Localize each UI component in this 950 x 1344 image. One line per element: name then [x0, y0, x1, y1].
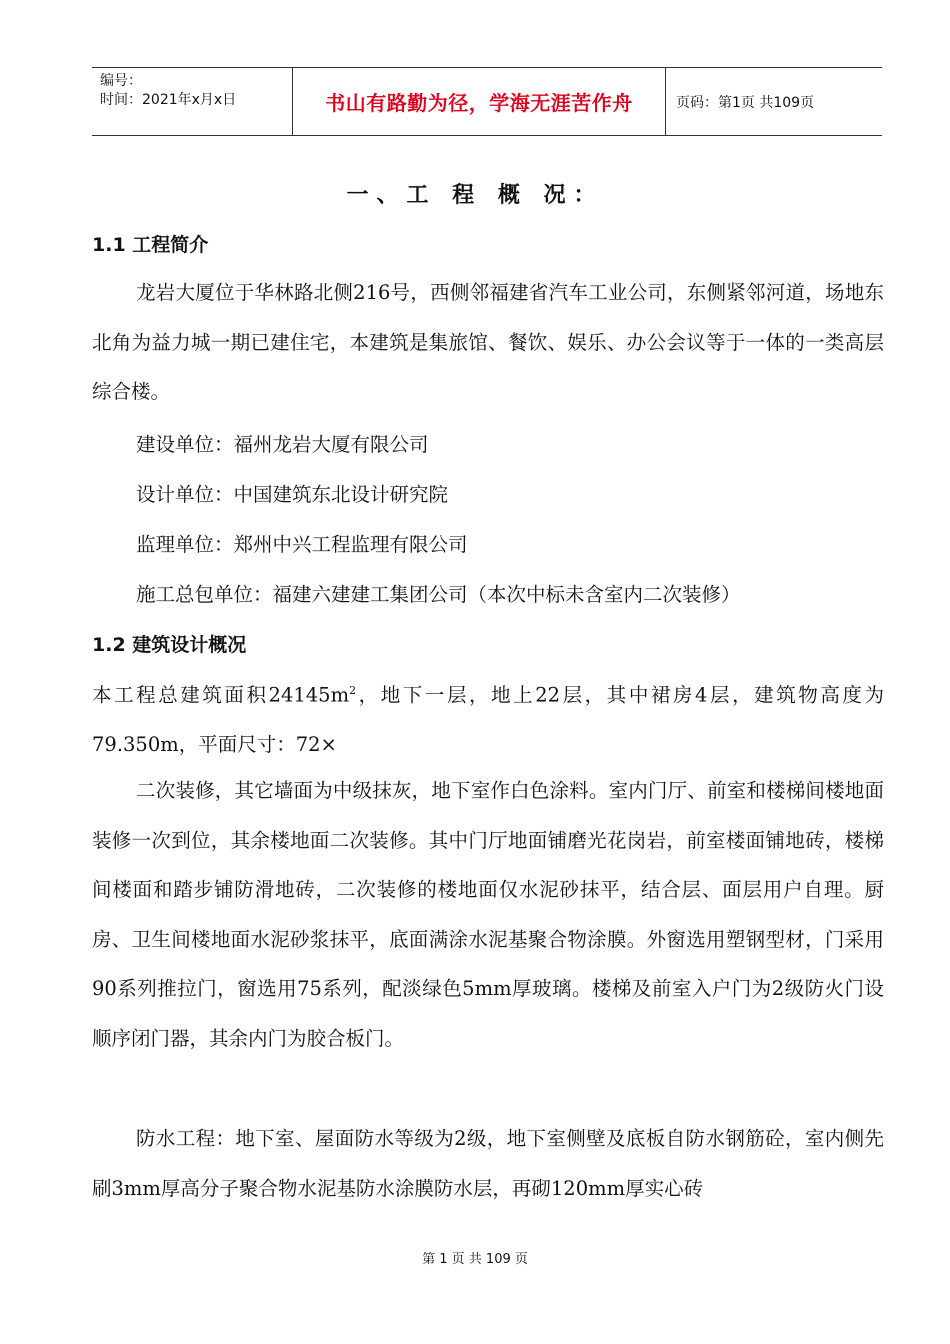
area-superscript: 2 [349, 684, 357, 697]
number-label: 编号： [100, 73, 142, 89]
area-text-b: ，地下一层，地上22层，其中裙房4层，建筑物高度为79.350m，平面尺寸：72× [92, 683, 884, 756]
section-heading-1-1: 1.1 工程简介 [92, 234, 209, 256]
page-footer: 第 1 页 共 109 页 [422, 1252, 528, 1267]
supervisor-line: 监理单位：郑州中兴工程监理有限公司 [136, 533, 468, 556]
decoration-paragraph: 二次装修，其它墙面为中级抹灰，地下室作白色涂料。室内门厅、前室和楼梯间楼地面装修一次到位，其余楼地面二次装修。其中门厅地面铺磨光花岗岩，前室楼面铺地砖，楼梯间楼面和踏步铺防滑地砖，二次装修的楼地面仅水泥砂抹平，结合层、面层用户自理。厨房、卫生间楼地面水泥砂浆抹平，底面满涂水泥基聚合物涂膜。外窗选用塑钢型材，门采用90系列推拉门，窗选用75系列，配淡绿色5mm厚玻璃。楼梯及前室入户门为2级防火门设顺序闭门器，其余内门为胶合板门。 [92, 779, 884, 1050]
header-motto: 书山有路勤为径，学海无涯苦作舟 [293, 68, 666, 135]
area-text-a: 本工程总建筑面积24145m [92, 683, 350, 707]
section-heading-1-2: 1.2 建筑设计概况 [92, 634, 247, 656]
designer-line: 设计单位：中国建筑东北设计研究院 [136, 483, 449, 506]
contractor-line: 施工总包单位：福建六建建工集团公司（本次中标未含室内二次装修） [136, 583, 741, 606]
time-label: 时间：2021年x月x日 [100, 92, 237, 108]
area-paragraph [92, 666, 884, 770]
page-title: 一、工 程 概 况： [346, 183, 604, 208]
header-page-info: 页码：第1页 共109页 [676, 94, 815, 111]
header-table [92, 67, 882, 136]
builder-line: 建设单位：福州龙岩大厦有限公司 [136, 433, 429, 456]
waterproof-paragraph: 防水工程：地下室、屋面防水等级为2级，地下室侧壁及底板自防水钢筋砼，室内侧先刷3mm厚高分子聚合物水泥基防水涂膜防水层，再砌120mm厚实心砖 [92, 1127, 884, 1200]
header-meta-cell [92, 68, 293, 135]
intro-paragraph: 龙岩大厦位于华林路北侧216号，西侧邻福建省汽车工业公司，东侧紧邻河道，场地东北角为益力城一期已建住宅，本建筑是集旅馆、餐饮、娱乐、办公会议等于一体的一类高层综合楼。 [92, 281, 884, 403]
